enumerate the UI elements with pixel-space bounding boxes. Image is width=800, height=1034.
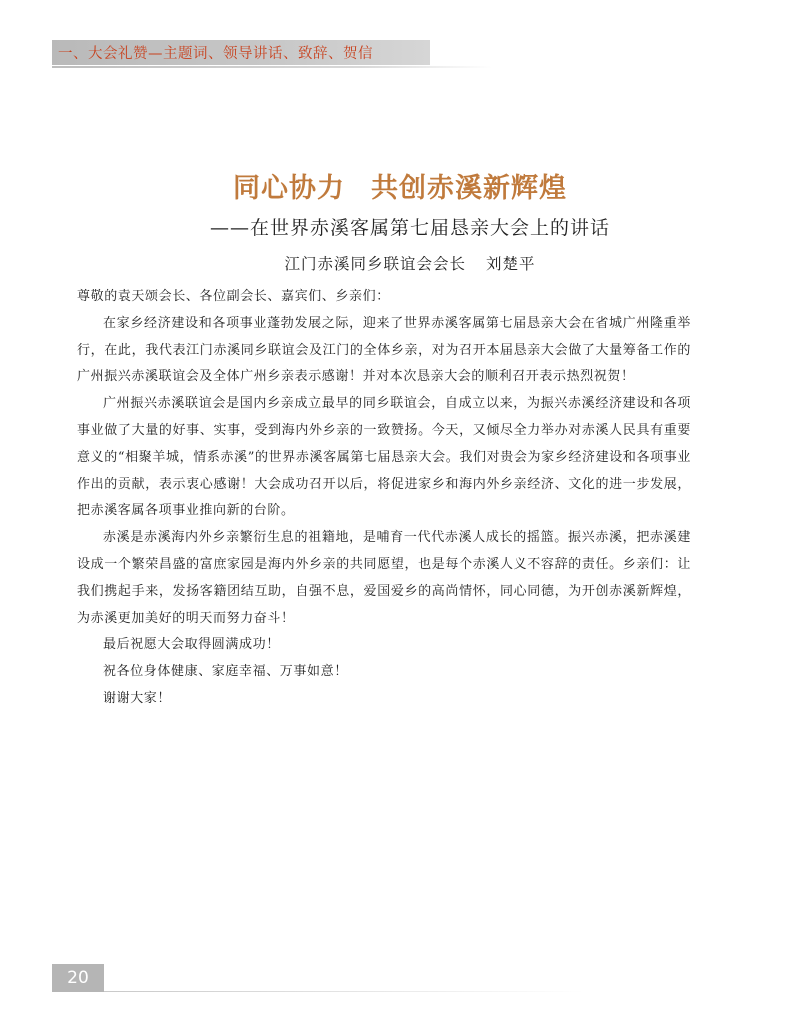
body-paragraph: 赤溪是赤溪海内外乡亲繁衍生息的祖籍地，是哺育一代代赤溪人成长的摇篮。振兴赤溪，把赤溪建设成一个繁荣昌盛的富庶家园是海内外乡亲的共同愿望，也是每个赤溪人义不容辞的责任。乡亲们：让我们携起手来，发扬客籍团结互助，自强不息，爱国爱乡的高尚情怀，同心同德，为开创赤溪新辉煌，为赤溪更加美好的明天而努力奋斗！ [77,530,691,626]
body-paragraph: 在家乡经济建设和各项事业蓬勃发展之际，迎来了世界赤溪客属第七届恳亲大会在省城广州隆重举行，在此，我代表江门赤溪同乡联谊会及江门的全体乡亲，对为召开本届恳亲大会做了大量筹备工作的广州振兴赤溪联谊会及全体广州乡亲表示感谢！并对本次恳亲大会的顺利召开表示热烈祝贺！ [77,315,691,385]
author-line [0,252,800,274]
article-subtitle: ——在世界赤溪客属第七届恳亲大会上的讲话 [209,217,610,239]
footer-divider [104,991,584,992]
author-name: 刘楚平 [486,255,536,273]
salutation-paragraph: 尊敬的袁天颂会长、各位副会长、嘉宾们、乡亲们： [77,289,390,304]
page-number: 20 [67,968,89,988]
article-title-part1: 同心协力 [233,173,345,204]
article-body [77,284,691,713]
closing-paragraph: 谢谢大家！ [103,690,172,706]
closing-paragraph: 祝各位身体健康、家庭幸福、万事如意！ [103,664,348,680]
header-divider [52,66,492,68]
section-header-band [52,40,430,65]
author-title: 江门赤溪同乡联谊会会长 [284,255,466,273]
page-number-box [52,964,104,992]
article-title-part2: 共创赤溪新辉煌 [371,173,567,204]
body-paragraph: 广州振兴赤溪联谊会是国内乡亲成立最早的同乡联谊会，自成立以来，为振兴赤溪经济建设和各项事业做了大量的好事、实事，受到海内外乡亲的一致赞扬。今天，又倾尽全力举办对赤溪人民具有重要意义的“相聚羊城，情系赤溪”的世界赤溪客属第七届恳亲大会。我们对贵会为家乡经济建设和各项事业作出的贡献，表示衷心感谢！大会成功召开以后，将促进家乡和海内外乡亲经济、文化的进一步发展，把赤溪客属各项事业推向新的台阶。 [77,396,691,519]
article-title [0,166,800,205]
closing-paragraph: 最后祝愿大会取得圆满成功！ [103,637,280,653]
section-header-text: 一、大会礼赞—主题词、领导讲话、致辞、贺信 [58,46,373,62]
